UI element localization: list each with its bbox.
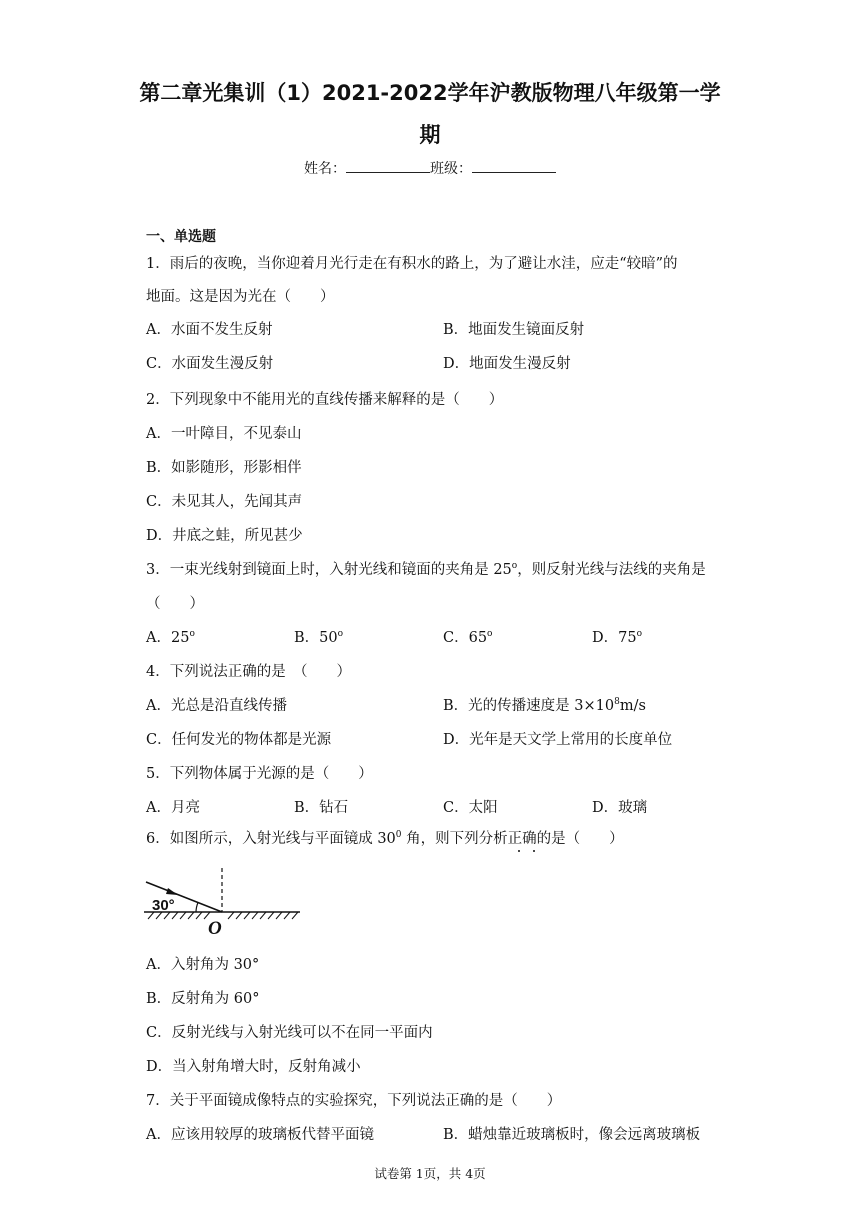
name-blank[interactable] bbox=[346, 158, 430, 173]
q6-option-b[interactable]: B．反射角为 60° bbox=[146, 991, 260, 1007]
q4-stem: 4．下列说法正确的是 （ ） bbox=[146, 664, 351, 680]
point-label: O bbox=[208, 918, 222, 936]
q2-option-a[interactable]: A．一叶障目，不见泰山 bbox=[146, 426, 302, 442]
ray-arrow-icon bbox=[166, 888, 178, 895]
angle-arc bbox=[196, 903, 198, 913]
emphasis-dot bbox=[518, 850, 520, 852]
q6-stem: 6．如图所示，入射光线与平面镜成 $30^0$ 角，则下列分析正确的是（ ） bbox=[146, 830, 624, 847]
page-footer: 试卷第 1页，共 4页 bbox=[374, 1166, 486, 1181]
angle-label: 30° bbox=[152, 897, 175, 914]
class-label: 班级： bbox=[430, 161, 472, 177]
q4-option-b[interactable]: B．光的传播速度是 $3\times 10^8m/s$ bbox=[443, 697, 646, 714]
emphasis-dot bbox=[533, 850, 535, 852]
class-blank[interactable] bbox=[472, 158, 556, 173]
q6-option-d[interactable]: D．当入射角增大时，反射角减小 bbox=[146, 1059, 361, 1075]
q2-stem: 2．下列现象中不能用光的直线传播来解释的是（ ） bbox=[146, 392, 504, 408]
q4-option-d[interactable]: D．光年是天文学上常用的长度单位 bbox=[443, 732, 673, 748]
q5-option-c[interactable]: C．太阳 bbox=[443, 800, 498, 816]
q5-option-d[interactable]: D．玻璃 bbox=[592, 800, 648, 816]
q1-option-c[interactable]: C．水面发生漫反射 bbox=[146, 356, 274, 372]
q5-option-a[interactable]: A．月亮 bbox=[146, 800, 200, 816]
q4-option-a[interactable]: A．光总是沿直线传播 bbox=[146, 698, 287, 714]
mirror-reflection-diagram bbox=[144, 864, 314, 936]
q6-option-c[interactable]: C．反射光线与入射光线可以不在同一平面内 bbox=[146, 1025, 433, 1041]
q3-option-d[interactable]: D．75$^o$ bbox=[592, 629, 642, 646]
q3-stem-line2: （ ） bbox=[146, 596, 204, 612]
q7-stem: 7．关于平面镜成像特点的实验探究，下列说法正确的是（ ） bbox=[146, 1093, 562, 1109]
student-info bbox=[0, 158, 860, 178]
q3-option-c[interactable]: C．65$^o$ bbox=[443, 629, 493, 646]
q1-option-d[interactable]: D．地面发生漫反射 bbox=[443, 356, 571, 372]
q6-option-a[interactable]: A．入射角为 30° bbox=[146, 957, 260, 973]
q1-option-a[interactable]: A．水面不发生反射 bbox=[146, 322, 273, 338]
name-label: 姓名： bbox=[304, 161, 346, 177]
q5-option-b[interactable]: B．钻石 bbox=[294, 800, 349, 816]
page-title: 第二章光集训（1）2021-2022学年沪教版物理八年级第一学 bbox=[139, 81, 721, 105]
q2-option-b[interactable]: B．如影随形，形影相伴 bbox=[146, 460, 302, 476]
q3-stem-line1: 3．一束光线射到镜面上时，入射光线和镜面的夹角是 25$^o$，则反射光线与法线的夹角是 bbox=[146, 561, 706, 578]
section-heading: 一、单选题 bbox=[146, 229, 216, 245]
page-title-continued: 期 bbox=[419, 123, 441, 147]
q2-option-c[interactable]: C．未见其人，先闻其声 bbox=[146, 494, 303, 510]
q3-option-b[interactable]: B．50$^o$ bbox=[294, 629, 344, 646]
q3-option-a[interactable]: A．25$^o$ bbox=[146, 629, 195, 646]
q5-stem: 5．下列物体属于光源的是（ ） bbox=[146, 766, 373, 782]
q1-option-b[interactable]: B．地面发生镜面反射 bbox=[443, 322, 585, 338]
q7-option-b[interactable]: B．蜡烛靠近玻璃板时，像会远离玻璃板 bbox=[443, 1127, 701, 1143]
q7-option-a[interactable]: A．应该用较厚的玻璃板代替平面镜 bbox=[146, 1127, 374, 1143]
q4-option-c[interactable]: C．任何发光的物体都是光源 bbox=[146, 732, 332, 748]
q2-option-d[interactable]: D．井底之蛙，所见甚少 bbox=[146, 528, 303, 544]
q1-stem-line1: 1．雨后的夜晚，当你迎着月光行走在有积水的路上，为了避让水洼，应走“较暗”的 bbox=[146, 256, 678, 272]
q1-stem-line2: 地面。这是因为光在（ ） bbox=[146, 289, 335, 305]
